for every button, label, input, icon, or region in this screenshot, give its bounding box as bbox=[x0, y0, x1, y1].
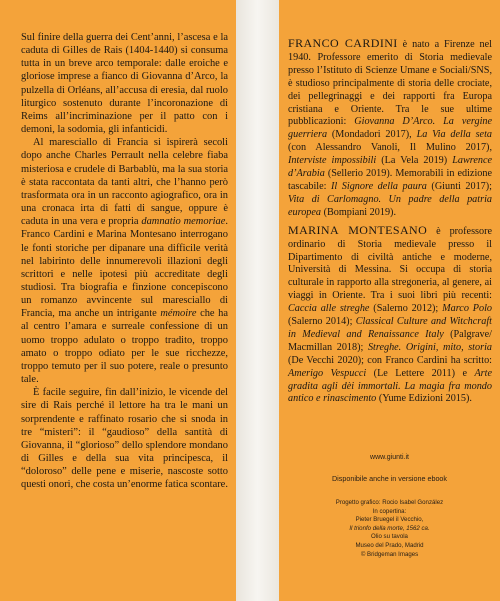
synopsis-paragraph-1: Sul finire della guerra dei Cent’anni, l’ascesa e la caduta di Gilles de Rais (1404-1440) si consuma tutta in un breve arco temporale: dalle eroiche e gloriose imprese a fianco di Giovanna d’Arco, la pulzella di Orléans, all’accusa di eresia, dal ruolo liturgico sostenuto durante l’incoronazione di Reims all’incriminazione per il patto con i demoni, la sodomia, gli infanticidi. bbox=[21, 32, 228, 136]
bio-text: è professore ordinario di Storia medievale presso il Dipartimento di civiltà antiche e moderne, Università di Messina. Si occupa di storia culturale in rapporto alla stregoneria, al genere, ai viaggi in Oriente. Tra i suoi libri più recenti: bbox=[288, 225, 493, 302]
book-title: Streghe. Origini, mito, storia bbox=[367, 341, 492, 353]
bio-text: (Yume Edizioni 2015). bbox=[376, 393, 472, 405]
credit-medium: Olio su tavola bbox=[371, 533, 408, 541]
book-title: Amerigo Vespucci bbox=[288, 367, 367, 379]
synopsis-paragraph-3: È facile seguire, fin dall’inizio, le vicende del sire di Rais perché il lettore ha tra le mani un sorprendente e raffinato rosario che si snoda in tre “misteri”: il “gaudioso” della santità di Giovanna, il “glorioso” dello splendore mondano di Gilles e della sua vita principesca, il “doloroso” delle pene e miserie, nascoste sotto questi onori, che costa un’enorme fatica scontare. bbox=[21, 387, 228, 491]
credit-museum: Museo del Prado, Madrid bbox=[355, 541, 424, 549]
book-title: Classical Culture and Witchcraft in Medieval and Renaissance Italy bbox=[288, 316, 492, 340]
book-title: Marco Polo bbox=[442, 303, 492, 315]
credit-cover-heading: In copertina: bbox=[372, 507, 407, 515]
bio-text: (Palgrave/ Macmillan 2018); bbox=[288, 328, 492, 353]
credit-design: Progetto grafico: Rocio Isabel González bbox=[335, 499, 444, 506]
book-title: Interviste impossibili bbox=[288, 155, 377, 167]
credits bbox=[279, 499, 500, 559]
bio-text: (Sellerio 2019). Memorabili in edizione tascabile: bbox=[288, 168, 492, 192]
book-title: Arte gradita agli dèi immortali. La magia fra mondo antico e rinascimento bbox=[288, 367, 492, 405]
book-title: Vita di Carlomagno. Un padre della patria europea bbox=[288, 193, 492, 218]
author-bio-montesano bbox=[288, 224, 492, 407]
author-name: MARINA MONTESANO bbox=[288, 222, 428, 237]
credit-copyright: © Bridgeman Images bbox=[360, 550, 419, 558]
bio-text: (Mondadori 2017), bbox=[327, 129, 417, 141]
author-name: FRANCO CARDINI bbox=[288, 36, 398, 50]
book-title: Lawrence d’Arabia bbox=[288, 155, 492, 180]
synopsis bbox=[21, 31, 228, 491]
bio-text: (Bompiani 2019). bbox=[321, 206, 396, 218]
synopsis-paragraph-2: Al maresciallo di Francia si ispirerà secoli dopo anche Charles Perrault nella celebre fiaba misteriosa e crudele di Barbablù, ma la sua storia è stata raccontata da tanti altri, che l’hanno però trasformata ora in un racconto agiografico, ora in una cronaca irta di fatti di sangue, oppure è caduta in una vera e propria damnatio memoriae. Franco Cardini e Marina Montesano interrogano le fonti storiche per dipanare una difficile verità nel labirinto delle innumerevoli illazioni degli scrittori e nelle ipotesi più accreditate degli studiosi. Tra biografia e finzione concepiscono un romanzo avvincente sul maresciallo di Francia, ma anche un intrigante mémoire che ha al centro l’amara e surreale confessione di un uomo troppo adulato o troppo tradito, troppo amato o troppo odiato per le sue ricchezze, troppo temuto per il suo potere, reale o presunto tale. bbox=[21, 137, 228, 386]
bio-text: (con Alessandro Vanoli, Il Mulino 2017), bbox=[288, 142, 492, 154]
bio-text: (La Vela 2019) bbox=[376, 155, 453, 167]
bio-text: (Giunti 2017); bbox=[426, 180, 493, 192]
book-title: Caccia alle streghe bbox=[288, 303, 370, 315]
ebook-note: Disponibile anche in versione ebook bbox=[331, 474, 448, 483]
credit-artwork: Il trionfo della morte, 1562 ca. bbox=[349, 524, 430, 532]
bio-text: (Salerno 2014); bbox=[288, 316, 356, 328]
bio-text: (Salerno 2012); bbox=[369, 303, 443, 315]
right-flap bbox=[279, 0, 500, 601]
left-flap bbox=[0, 0, 236, 601]
bio-text: è nato a Firenze nel 1940. Professore emerito di Storia medievale presso l’Istituto di Scienze Umane e Sociali/SNS, è studioso principalmente di storia delle crociate, dei pellegrinaggi e dei rapporti fra Europa cristiana e Oriente. Tra le sue ultime pubblicazioni: bbox=[288, 39, 493, 128]
book-title: La Via della seta bbox=[416, 129, 493, 141]
bio-text: (De Vecchi 2020); con Franco Cardini ha scritto: bbox=[288, 354, 492, 366]
bio-text: (Le Lettere 2011) e bbox=[366, 367, 475, 379]
author-bio-cardini bbox=[288, 37, 492, 220]
flap-gap bbox=[236, 0, 279, 601]
publisher-website: www.giunti.it bbox=[370, 454, 409, 461]
book-title: Giovanna D’Arco. La vergine guerriera bbox=[288, 116, 493, 141]
book-title: Il Signore della paura bbox=[331, 180, 427, 192]
credit-artist: Pieter Bruegel il Vecchio, bbox=[355, 516, 424, 524]
